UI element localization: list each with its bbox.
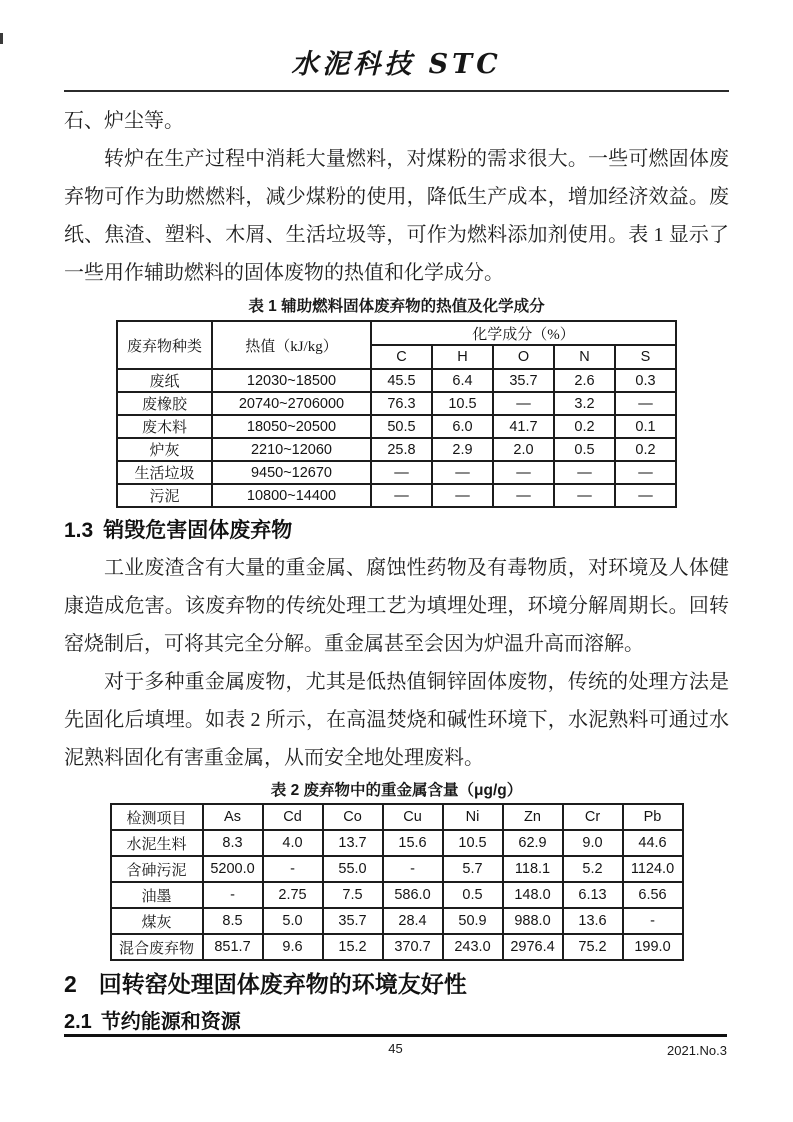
section-1-3-heading [64,517,729,544]
issue-label: 2021.No.3 [667,1043,727,1058]
cell: 2.0 [493,438,554,461]
header-cell: Co [323,804,383,830]
cell: 2210~12060 [212,438,371,461]
cell: 9.0 [563,830,623,856]
cell: 8.3 [203,830,263,856]
section-2-heading [64,969,729,999]
header-cell: Zn [503,804,563,830]
cell: 370.7 [383,934,443,960]
cell: 5.0 [263,908,323,934]
cell: 55.0 [323,856,383,882]
cell: 62.9 [503,830,563,856]
cell: 41.7 [493,415,554,438]
cell: 废木料 [117,415,212,438]
cell: 0.1 [615,415,676,438]
cell: 生活垃圾 [117,461,212,484]
section-title: 节约能源和资源 [100,1011,241,1033]
cell: 148.0 [503,882,563,908]
cell: 6.0 [432,415,493,438]
cell: 7.5 [323,882,383,908]
cell: 35.7 [323,908,383,934]
cell: 75.2 [563,934,623,960]
table-row [117,438,676,461]
cell: 5200.0 [203,856,263,882]
header-cell: 检测项目 [111,804,203,830]
cell: 10.5 [432,392,493,415]
cell: — [432,461,493,484]
cell: 污泥 [117,484,212,507]
cell: — [371,484,432,507]
table-row [117,392,676,415]
table-row [111,934,683,960]
paragraph-continuation: 石、炉尘等。 [64,110,184,132]
cell: — [493,484,554,507]
header-cell: C [371,345,432,369]
cell: 118.1 [503,856,563,882]
cell: 20740~2706000 [212,392,371,415]
cell: 28.4 [383,908,443,934]
cell: 44.6 [623,830,683,856]
header-cell: 废弃物种类 [117,321,212,369]
cell: 6.4 [432,369,493,392]
journal-title: 水泥科技 STC [291,49,502,80]
header-cell: O [493,345,554,369]
cell: 煤灰 [111,908,203,934]
header-cell-group: 化学成分（%） [371,321,676,345]
section-number: 2.1 [64,1011,92,1033]
cell: - [203,882,263,908]
cell: 988.0 [503,908,563,934]
cell: 851.7 [203,934,263,960]
page-body [64,102,729,1035]
header-cell: 热值（kJ/kg） [212,321,371,369]
paragraph-heavy-metals: 对于多种重金属废物，尤其是低热值铜锌固体废物，传统的处理方法是先固化后填埋。如表 2 所示，在高温焚烧和碱性环境下，水泥熟料可通过水泥熟料固化有害重金属，从而安全地处理废料。 [64,671,729,769]
cell: 5.2 [563,856,623,882]
cell: 5.7 [443,856,503,882]
table1-caption: 表 1 辅助燃料固体废弃物的热值及化学成分 [248,298,545,315]
page-footer [64,1034,727,1057]
section-number: 2 [64,971,77,997]
cell: 6.56 [623,882,683,908]
header-cell: S [615,345,676,369]
cell: 水泥生料 [111,830,203,856]
paragraph-fuel: 转炉在生产过程中消耗大量燃料，对煤粉的需求很大。一些可燃固体废弃物可作为助燃燃料，减少煤粉的使用，降低生产成本，增加经济效益。废纸、焦渣、塑料、木屑、生活垃圾等，可作为燃料添加剂使用。表 1 显示了一些用作辅助燃料的固体废物的热值和化学成分。 [64,148,729,284]
page-number: 45 [388,1041,403,1056]
section-title: 销毁危害固体废弃物 [103,519,293,542]
cell: - [263,856,323,882]
cell: - [383,856,443,882]
cell: 13.6 [563,908,623,934]
header-cell: Ni [443,804,503,830]
table-row [111,856,683,882]
cell: 8.5 [203,908,263,934]
header-cell: Pb [623,804,683,830]
cell: 4.0 [263,830,323,856]
table-row [117,484,676,507]
cell: 35.7 [493,369,554,392]
cell: 1124.0 [623,856,683,882]
cell: 13.7 [323,830,383,856]
cell: 50.5 [371,415,432,438]
cell: 混合废弃物 [111,934,203,960]
cell: 15.2 [323,934,383,960]
cell: 3.2 [554,392,615,415]
cell: 10800~14400 [212,484,371,507]
cell: 0.2 [554,415,615,438]
section-title: 回转窑处理固体废弃物的环境友好性 [98,971,467,997]
cell: 废纸 [117,369,212,392]
cell: 199.0 [623,934,683,960]
cell: 243.0 [443,934,503,960]
cell: 18050~20500 [212,415,371,438]
cell: 25.8 [371,438,432,461]
table-row [117,415,676,438]
cell: — [432,484,493,507]
table2-caption: 表 2 废弃物中的重金属含量（μg/g） [270,782,523,799]
table-row [117,461,676,484]
cell: — [554,461,615,484]
cell: 15.6 [383,830,443,856]
cell: — [615,392,676,415]
cell: 含砷污泥 [111,856,203,882]
cell: 586.0 [383,882,443,908]
cell: 2976.4 [503,934,563,960]
header-cell: N [554,345,615,369]
header-cell: As [203,804,263,830]
cell: — [371,461,432,484]
cell: 9450~12670 [212,461,371,484]
cell: 10.5 [443,830,503,856]
cell: 6.13 [563,882,623,908]
header-cell: Cu [383,804,443,830]
cell: 0.5 [554,438,615,461]
cell: — [615,461,676,484]
cell: — [493,461,554,484]
table-row [117,369,676,392]
table-row [111,908,683,934]
cell: 45.5 [371,369,432,392]
cell: — [615,484,676,507]
cell: 2.9 [432,438,493,461]
cell: — [493,392,554,415]
header-cell: H [432,345,493,369]
cell: 2.6 [554,369,615,392]
cell: — [554,484,615,507]
table-row [111,882,683,908]
cell: 0.5 [443,882,503,908]
table1-fuel-heating-values [116,320,677,508]
cell: 油墨 [111,882,203,908]
cell: 12030~18500 [212,369,371,392]
cell: 0.2 [615,438,676,461]
header-cell: Cr [563,804,623,830]
cell: - [623,908,683,934]
cell: 0.3 [615,369,676,392]
table-header-row [117,321,676,345]
cell: 9.6 [263,934,323,960]
table-row [111,830,683,856]
table2-heavy-metal-content [110,803,684,961]
cell: 2.75 [263,882,323,908]
scan-artifact [0,33,3,44]
cell: 废橡胶 [117,392,212,415]
section-2-1-heading [64,1009,729,1035]
page-header [64,47,729,92]
cell: 76.3 [371,392,432,415]
paragraph-hazardous-waste: 工业废渣含有大量的重金属、腐蚀性药物及有毒物质，对环境及人体健康造成危害。该废弃物的传统处理工艺为填埋处理，环境分解周期长。回转窑烧制后，可将其完全分解。重金属甚至会因为炉温升高而溶解。 [64,557,729,655]
cell: 炉灰 [117,438,212,461]
header-cell: Cd [263,804,323,830]
section-number: 1.3 [64,519,94,542]
cell: 50.9 [443,908,503,934]
table-header-row [111,804,683,830]
